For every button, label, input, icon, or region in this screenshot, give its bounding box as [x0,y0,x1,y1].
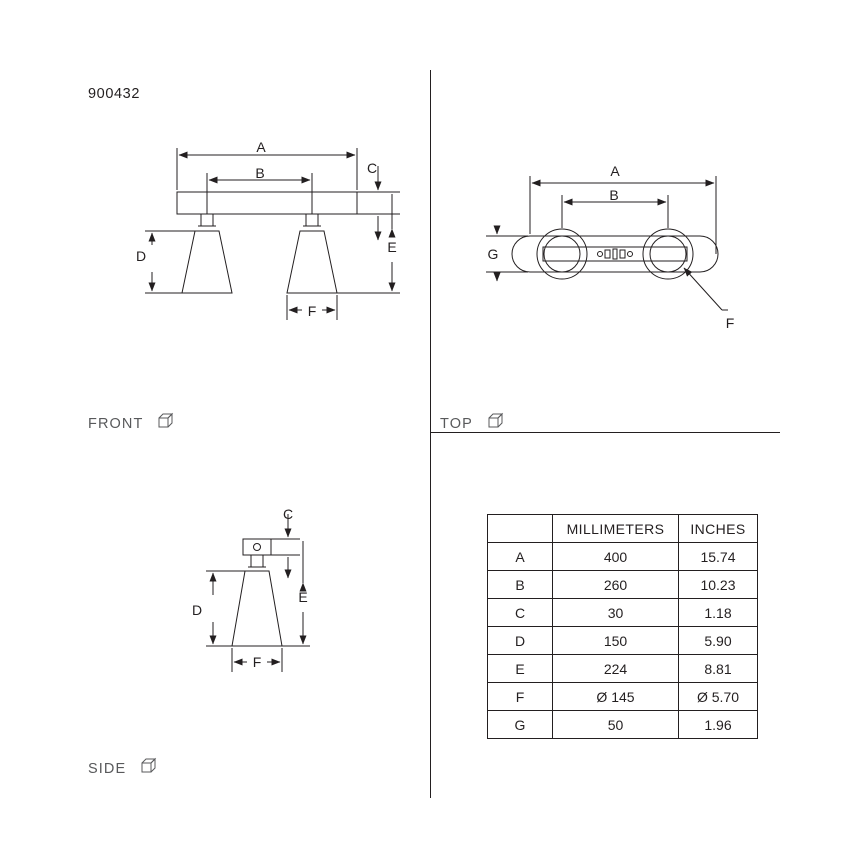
view-label-front [88,412,177,436]
table-row [488,599,758,627]
dim-label-E-side: E [298,589,308,605]
row-mm: 260 [553,571,679,599]
dim-label-A-top: A [610,163,620,179]
row-letter: A [488,543,553,571]
row-letter: E [488,655,553,683]
view-label-side-text: SIDE [88,760,127,777]
row-letter: D [488,627,553,655]
dim-label-F-top: F [725,315,735,331]
dim-label-G-top: G [487,246,499,262]
side-view-dimensions [206,514,310,672]
row-in: 5.90 [679,627,758,655]
row-mm: 224 [553,655,679,683]
side-view-geometry [232,539,282,646]
row-letter: F [488,683,553,711]
top-view-geometry [512,229,718,279]
dim-label-A-front: A [256,139,266,155]
dim-label-D-front: D [135,248,147,264]
row-letter: G [488,711,553,739]
row-mm: 30 [553,599,679,627]
view-label-front-text: FRONT [88,415,144,432]
table-row [488,543,758,571]
dim-label-F-front: F [307,303,317,319]
vertical-divider [430,70,431,798]
front-view-geometry [177,192,357,293]
table-row [488,711,758,739]
view-label-top [440,412,507,436]
row-in: 1.18 [679,599,758,627]
view-label-side [88,757,160,781]
projection-cube-icon [155,412,177,436]
dim-label-C-side: C [282,506,294,522]
row-in: 15.74 [679,543,758,571]
projection-cube-icon [485,412,507,436]
row-in: Ø 5.70 [679,683,758,711]
row-mm: 400 [553,543,679,571]
dim-label-B-top: B [609,187,619,203]
row-mm: Ø 145 [553,683,679,711]
row-mm: 150 [553,627,679,655]
front-view-dimensions [145,148,400,320]
table-header-inches: INCHES [679,515,758,543]
projection-cube-icon [138,757,160,781]
dimensions-table [487,514,758,739]
table-row [488,683,758,711]
dim-label-E-front: E [387,239,397,255]
table-row [488,571,758,599]
table-header-millimeters: MILLIMETERS [553,515,679,543]
dim-label-D-side: D [191,602,203,618]
table-row [488,655,758,683]
row-letter: C [488,599,553,627]
table-header-row [488,515,758,543]
table-row [488,627,758,655]
view-label-top-text: TOP [440,415,473,432]
top-view-dimensions [486,176,728,310]
table-header-letter [488,515,553,543]
row-letter: B [488,571,553,599]
row-in: 8.81 [679,655,758,683]
row-in: 10.23 [679,571,758,599]
dim-label-C-front: C [366,160,378,176]
row-in: 1.96 [679,711,758,739]
dim-label-B-front: B [255,165,265,181]
dim-label-F-side: F [252,654,262,670]
part-number: 900432 [88,86,140,102]
row-mm: 50 [553,711,679,739]
